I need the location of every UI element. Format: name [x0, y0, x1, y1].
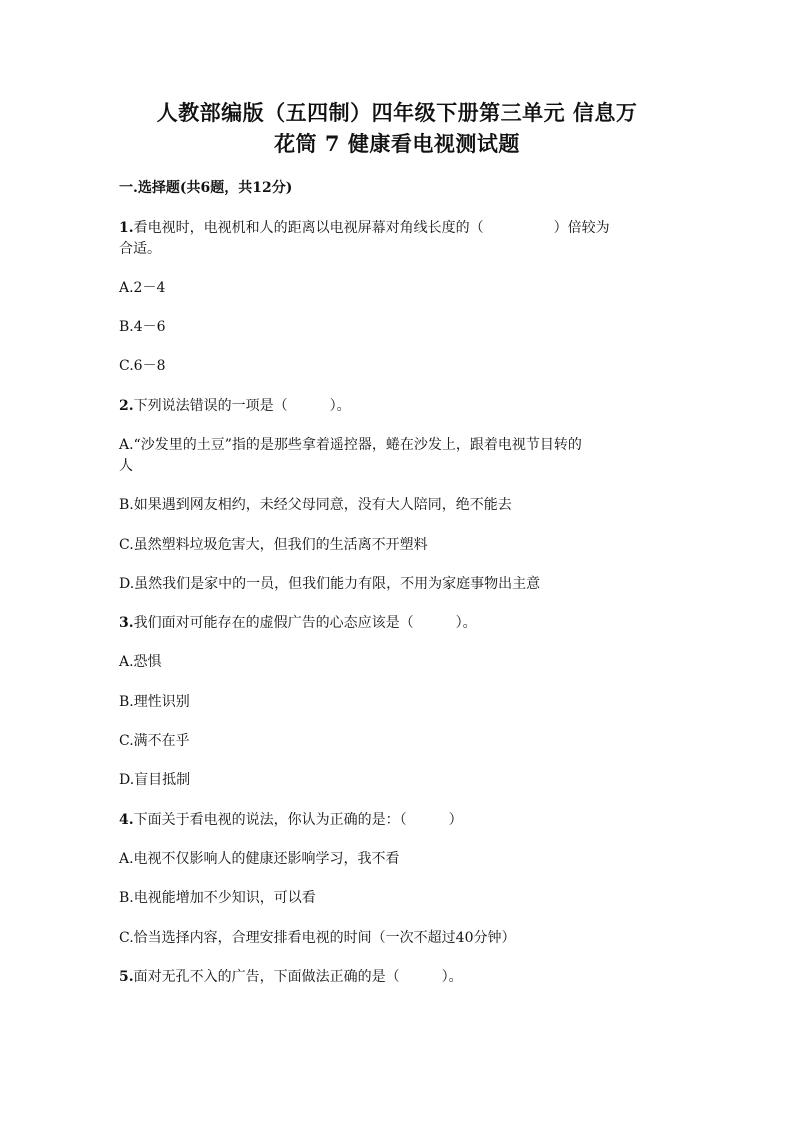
- document-title-line-1: 人教部编版（五四制）四年级下册第三单元 信息万: [156, 100, 638, 125]
- question-5-stem: [119, 967, 679, 987]
- question-3-option-c: C.满不在乎: [119, 733, 190, 749]
- question-1-stem-line-2: 合适。: [119, 241, 161, 257]
- question-1-number: 1.: [119, 220, 134, 236]
- question-4-number: 4.: [119, 812, 134, 828]
- question-2-option-c: C.虽然塑料垃圾危害大，但我们的生活离不开塑料: [119, 537, 428, 553]
- question-5-text: 面对无孔不入的广告，下面做法正确的是（ ）。: [133, 969, 463, 985]
- question-2-option-d: D.虽然我们是家中的一员，但我们能力有限，不用为家庭事物出主意: [119, 576, 541, 592]
- question-4-option-b: B.电视能增加不少知识，可以看: [119, 890, 316, 906]
- document-title-line-2: 花筒 7 健康看电视测试题: [274, 131, 520, 156]
- question-1-option-b: B.4－6: [119, 319, 166, 335]
- question-4-option-a: A.电视不仅影响人的健康还影响学习，我不看: [119, 851, 400, 867]
- question-2-number: 2.: [119, 398, 134, 414]
- question-3-number: 3.: [119, 615, 134, 631]
- question-1-option-a: A.2－4: [119, 280, 166, 296]
- question-3-stem: [119, 613, 679, 633]
- question-2-stem: [119, 396, 679, 416]
- question-1-option-c: C.6－8: [119, 358, 166, 374]
- question-3-option-b: B.理性识别: [119, 694, 190, 710]
- question-2-option-a: A.“沙发里的土豆”指的是那些拿着遥控器，蜷在沙发上，跟着电视节目转的: [119, 437, 582, 453]
- question-4-text: 下面关于看电视的说法，你认为正确的是：（ ）: [133, 812, 463, 828]
- question-5-number: 5.: [119, 969, 134, 985]
- section-heading: 一.选择题(共6题，共12分): [119, 180, 293, 196]
- question-3-option-a: A.恐惧: [119, 654, 162, 670]
- question-1-stem-line-1: [119, 218, 679, 238]
- question-2-text: 下列说法错误的一项是（ ）。: [133, 398, 351, 414]
- question-2-option-a-cont: 人: [119, 458, 133, 474]
- question-1-text: 看电视时，电视机和人的距离以电视屏幕对角线长度的（ ）倍较为: [133, 220, 610, 236]
- question-4-option-c: C.恰当选择内容，合理安排看电视的时间（一次不超过40分钟）: [119, 930, 516, 946]
- question-3-option-d: D.盲目抵制: [119, 772, 191, 788]
- question-2-option-b: B.如果遇到网友相约，未经父母同意，没有大人陪同，绝不能去: [119, 497, 512, 513]
- question-4-stem: [119, 810, 679, 830]
- question-3-text: 我们面对可能存在的虚假广告的心态应该是（ ）。: [133, 615, 477, 631]
